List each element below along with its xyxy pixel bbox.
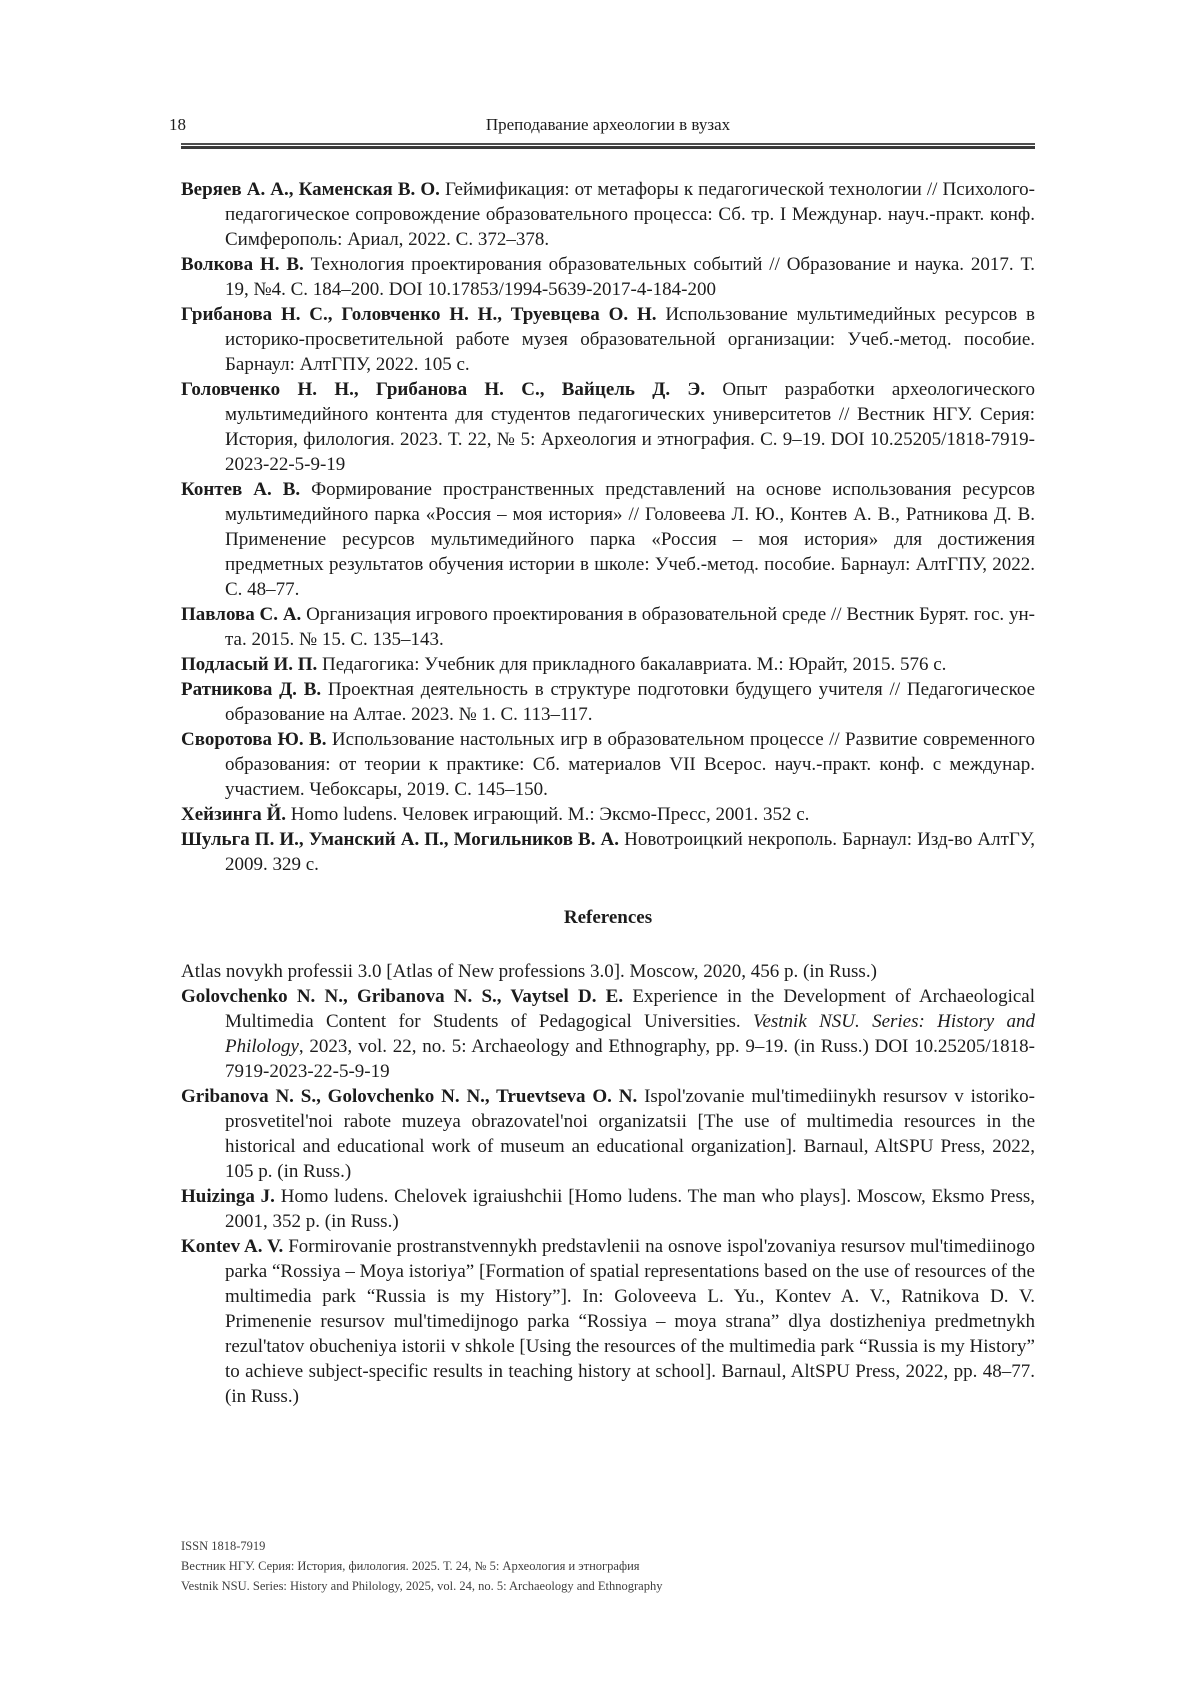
running-title: Преподавание археологии в вузах <box>485 115 731 134</box>
reference-authors: Своротова Ю. В. <box>181 729 327 750</box>
reference-entry <box>181 802 1035 827</box>
reference-text: Геймификация: от метафоры к педагогической технологии // Психолого-педагогическое сопровождение образовательного процесса: Сб. тр. I Междунар. науч.-практ. конф. Симферополь: Ариал, 2022. С. 372–378. <box>225 179 1036 250</box>
reference-text: Технология проектирования образовательных событий // Образование и наука. 2017. Т. 19, №4. С. 184–200. DOI 10.17853/1994-5639-2017-4-184-200 <box>225 254 1035 300</box>
issn-line: ISSN 1818-7919 <box>181 1539 266 1553</box>
reference-authors: Huizinga J. <box>181 1186 275 1207</box>
reference-text: Atlas novykh professii 3.0 [Atlas of New professions 3.0]. Moscow, 2020, 456 p. (in Russ.) <box>181 961 877 982</box>
reference-text: Homo ludens. Chelovek igraiushchii [Homo ludens. The man who plays]. Moscow, Eksmo Press, 2001, 352 p. (in Russ.) <box>225 1186 1036 1232</box>
reference-entry <box>181 984 1035 1084</box>
reference-entry <box>181 1234 1035 1409</box>
header-rule <box>181 143 1035 149</box>
reference-authors: Павлова С. А. <box>181 604 302 625</box>
reference-text: Homo ludens. Человек играющий. М.: Эксмо-Пресс, 2001. 352 с. <box>290 804 810 825</box>
reference-authors: Веряев А. А., Каменская В. О. <box>181 179 440 200</box>
reference-authors: Контев А. В. <box>181 479 301 500</box>
reference-authors: Gribanova N. S., Golovchenko N. N., Truevtseva O. N. <box>181 1086 638 1107</box>
reference-text: Использование мультимедийных ресурсов в историко-просветительной работе музея образовательной организации: Учеб.-метод. пособие. Барнаул: АлтГПУ, 2022. 105 с. <box>225 304 1036 375</box>
journal-line-en: Vestnik NSU. Series: History and Philology, 2025, vol. 24, no. 5: Archaeology and Ethnography <box>181 1579 663 1593</box>
page-header <box>169 114 1035 136</box>
reference-authors: Хейзинга Й. <box>181 804 287 825</box>
reference-authors: Подласый И. П. <box>181 654 318 675</box>
page-number: 18 <box>169 115 186 134</box>
reference-text: Педагогика: Учебник для прикладного бакалавриата. М.: Юрайт, 2015. 576 с. <box>322 654 947 675</box>
reference-entry <box>181 959 1035 984</box>
reference-text: Новотроицкий некрополь. Барнаул: Изд-во АлтГУ, 2009. 329 с. <box>225 829 1035 875</box>
references-russian-list <box>181 177 1035 877</box>
reference-entry <box>181 302 1035 377</box>
reference-authors: Шульга П. И., Уманский А. П., Могильников В. А. <box>181 829 620 850</box>
reference-entry <box>181 727 1035 802</box>
reference-entry <box>181 477 1035 602</box>
reference-entry <box>181 602 1035 652</box>
reference-entry <box>181 677 1035 727</box>
page-footer <box>181 1536 662 1596</box>
reference-text: Использование настольных игр в образовательном процессе // Развитие современного образования: от теории к практике: Сб. материалов VII Всерос. науч.-практ. конф. с междунар. участием. Чебоксары, 2019. С. 145–150. <box>225 729 1035 800</box>
reference-text: Формирование пространственных представлений на основе использования ресурсов мультимедийного парка «Россия – моя история» // Головеева Л. Ю., Контев А. В., Ратникова Д. В. Применение ресурсов мультимедийного парка «Россия – моя история» для достижения предметных результатов обучения истории в школе: Учеб.-метод. пособие. Барнаул: АлтГПУ, 2022. С. 48–77. <box>225 479 1035 600</box>
reference-authors: Волкова Н. В. <box>181 254 304 275</box>
reference-entry <box>181 252 1035 302</box>
reference-text: Experience in the Development of Archaeological Multimedia Content for Students of Pedagogical Universities. <box>225 986 1036 1032</box>
reference-authors: Ратникова Д. В. <box>181 679 322 700</box>
references-english-list <box>181 959 1035 1409</box>
reference-text: Formirovanie prostranstvennykh predstavlenii na osnove ispol'zovaniya resursov mul'timediinogo parka “Rossiya – Moya istoriya” [Formation of spatial representations based on the use of resources of the multimedia park “Russia is my History”]. In: Goloveeva L. Yu., Kontev A. V., Ratnikova D. V. Primenenie resursov mul'timedijnogo parka “Rossiya – moya strana” dlya dostizheniya predmetnykh rezul'tatov obucheniya istorii v shkole [Using the resources of the multimedia park “Russia is my History” to achieve subject-specific results in teaching history at school]. Barnaul, AltSPU Press, 2022, pp. 48–77. (in Russ.) <box>225 1236 1035 1407</box>
journal-line-ru: Вестник НГУ. Серия: История, филология. 2025. Т. 24, № 5: Археология и этнография <box>181 1559 640 1573</box>
reference-entry <box>181 377 1035 477</box>
reference-entry <box>181 177 1035 252</box>
reference-entry <box>181 1184 1035 1234</box>
reference-entry <box>181 827 1035 877</box>
reference-text: Организация игрового проектирования в образовательной среде // Вестник Бурят. гос. ун-та. 2015. № 15. С. 135–143. <box>225 604 1035 650</box>
reference-text: Ispol'zovanie mul'timediinykh resursov v istoriko-prosvetitel'noi rabote muzeya obrazovatel'noi organizatsii [The use of multimedia resources in the historical and educational work of museum an educational organization]. Barnaul, AltSPU Press, 2022, 105 p. (in Russ.) <box>225 1086 1035 1182</box>
reference-authors: Kontev A. V. <box>181 1236 284 1257</box>
reference-text: Опыт разработки археологического мультимедийного контента для студентов педагогических университетов // Вестник НГУ. Серия: История, филология. 2023. Т. 22, № 5: Археология и этнография. С. 9–19. DOI 10.25205/1818-7919-2023-22-5-9-19 <box>225 379 1035 475</box>
reference-text: Проектная деятельность в структуре подготовки будущего учителя // Педагогическое образование на Алтае. 2023. № 1. С. 113–117. <box>225 679 1036 725</box>
reference-entry <box>181 652 1035 677</box>
reference-authors: Головченко Н. Н., Грибанова Н. С., Вайцель Д. Э. <box>181 379 706 400</box>
reference-authors: Грибанова Н. С., Головченко Н. Н., Труевцева О. Н. <box>181 304 657 325</box>
reference-text: , 2023, vol. 22, no. 5: Archaeology and Ethnography, pp. 9–19. (in Russ.) DOI 10.25205/1818-7919-2023-22-5-9-19 <box>225 1036 1035 1082</box>
reference-authors: Golovchenko N. N., Gribanova N. S., Vaytsel D. E. <box>181 986 624 1007</box>
reference-entry <box>181 1084 1035 1184</box>
references-heading: References <box>563 907 653 928</box>
journal-title-italic: Vestnik NSU. Series: History and Philology <box>225 1011 1035 1057</box>
